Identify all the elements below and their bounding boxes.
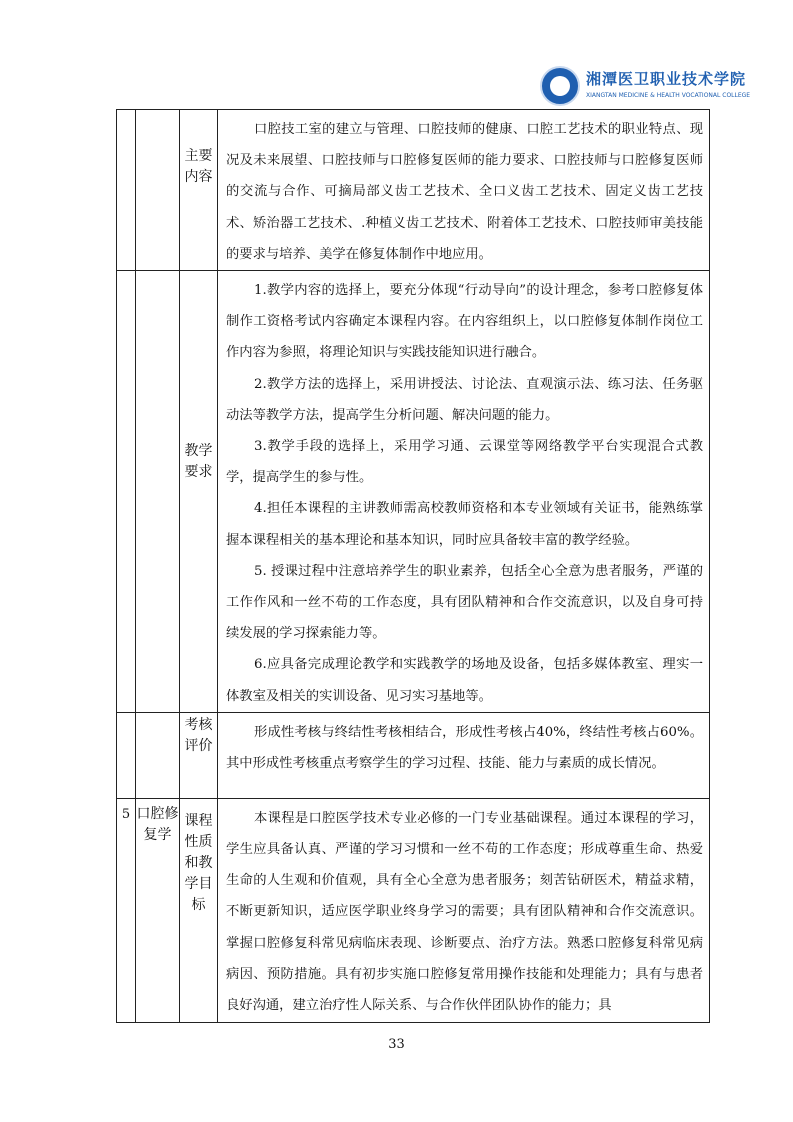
number-cell bbox=[117, 712, 136, 798]
table-row-assessment bbox=[117, 712, 710, 798]
curriculum-table bbox=[116, 109, 710, 1023]
teaching-item: 5. 授课过程中注意培养学生的职业素养，包括全心全意为患者服务，严谨的工作作风和一丝不苟的工作态度，具有团队精神和合作交流意识，以及自身可持续发展的学习探索能力等。 bbox=[226, 563, 703, 642]
content-cell bbox=[218, 271, 710, 713]
row-label: 课程性质和教学目标 bbox=[184, 812, 213, 913]
course-cell bbox=[136, 798, 180, 1022]
content-paragraph: 口腔技工室的建立与管理、口腔技师的健康、口腔工艺技术的职业特点、现况及未来展望、口腔技师与口腔修复医师的能力要求、口腔技师与口腔修复医师的交流与合作、可摘局部义齿工艺技术、全口义齿工艺技术、固定义齿工艺技术、矫治器工艺技术、.种植义齿工艺技术、附着体工艺技术、口腔技师审美技能的要求与培养、美学在修复体制作中地应用。 bbox=[226, 122, 703, 262]
row-label: 主要内容 bbox=[184, 148, 213, 185]
college-emblem-icon bbox=[540, 66, 580, 106]
row-label: 教学要求 bbox=[184, 443, 213, 481]
table-row-course-5 bbox=[117, 798, 710, 1022]
teaching-item: 6.应具备完成理论教学和实践教学的场地及设备，包括多媒体教室、理实一体教室及相关的实训设备、见习实习基地等。 bbox=[226, 657, 703, 704]
content-cell bbox=[218, 712, 710, 798]
course-cell bbox=[136, 271, 180, 713]
content-cell bbox=[218, 798, 710, 1022]
course-number: 5 bbox=[121, 806, 131, 822]
assessment-paragraph: 形成性考核与终结性考核相结合，形成性考核占40%，终结性考核占60%。其中形成性考核重点考察学生的学习过程、技能、能力与素质的成长情况。 bbox=[226, 724, 703, 772]
row-label-cell bbox=[180, 712, 218, 798]
row-label: 考核评价 bbox=[184, 716, 213, 754]
course-goal-paragraph: 本课程是口腔医学技术专业必修的一门专业基础课程。通过本课程的学习，学生应具备认真、严谨的学习习惯和一丝不苟的工作态度；形成尊重生命、热爱生命的人生观和价值观，具有全心全意为患者服务；刻苦钻研医术，精益求精，不断更新知识，适应医学职业终身学习的需要；具有团队精神和合作交流意识。掌握口腔修复科常见病临床表现、诊断要点、治疗方法。熟悉口腔修复科常见病病因、预防措施。具有初步实施口腔修复常用操作技能和处理能力；具有与患者良好沟通，建立治疗性人际关系、与合作伙伴团队协作的能力；具 bbox=[226, 810, 703, 1014]
number-cell bbox=[117, 271, 136, 713]
college-logo bbox=[540, 64, 751, 110]
teaching-item: 3.教学手段的选择上，采用学习通、云课堂等网络教学平台实现混合式教学，提高学生的参与性。 bbox=[226, 439, 703, 486]
college-name-en: XIANGTAN MEDICINE & HEALTH VOCATIONAL COLLEGE bbox=[586, 92, 751, 99]
row-label-cell bbox=[180, 110, 218, 271]
page-number: 33 bbox=[388, 1037, 405, 1052]
number-cell bbox=[117, 798, 136, 1022]
content-cell bbox=[218, 110, 710, 271]
course-cell bbox=[136, 712, 180, 798]
number-cell bbox=[117, 110, 136, 271]
table-row-teaching bbox=[117, 271, 710, 713]
row-label-cell bbox=[180, 271, 218, 713]
teaching-item: 1.教学内容的选择上，要充分体现“行动导向”的设计理念，参考口腔修复体制作工资格考试内容确定本课程内容。在内容组织上，以口腔修复体制作岗位工作内容为参照，将理论知识与实践技能知识进行融合。 bbox=[226, 283, 703, 361]
teaching-item: 4.担任本课程的主讲教师需高校教师资格和本专业领域有关证书，能熟练掌握本课程相关的基本理论和基本知识，同时应具备较丰富的教学经验。 bbox=[226, 501, 703, 548]
row-label-cell bbox=[180, 798, 218, 1022]
course-cell bbox=[136, 110, 180, 271]
college-name-cn: 湘潭医卫职业技术学院 bbox=[586, 70, 747, 88]
table-row-content bbox=[117, 110, 710, 271]
course-name: 口腔修复学 bbox=[136, 805, 179, 843]
teaching-item: 2.教学方法的选择上，采用讲授法、讨论法、直观演示法、练习法、任务驱动法等教学方法，提高学生分析问题、解决问题的能力。 bbox=[226, 376, 703, 423]
